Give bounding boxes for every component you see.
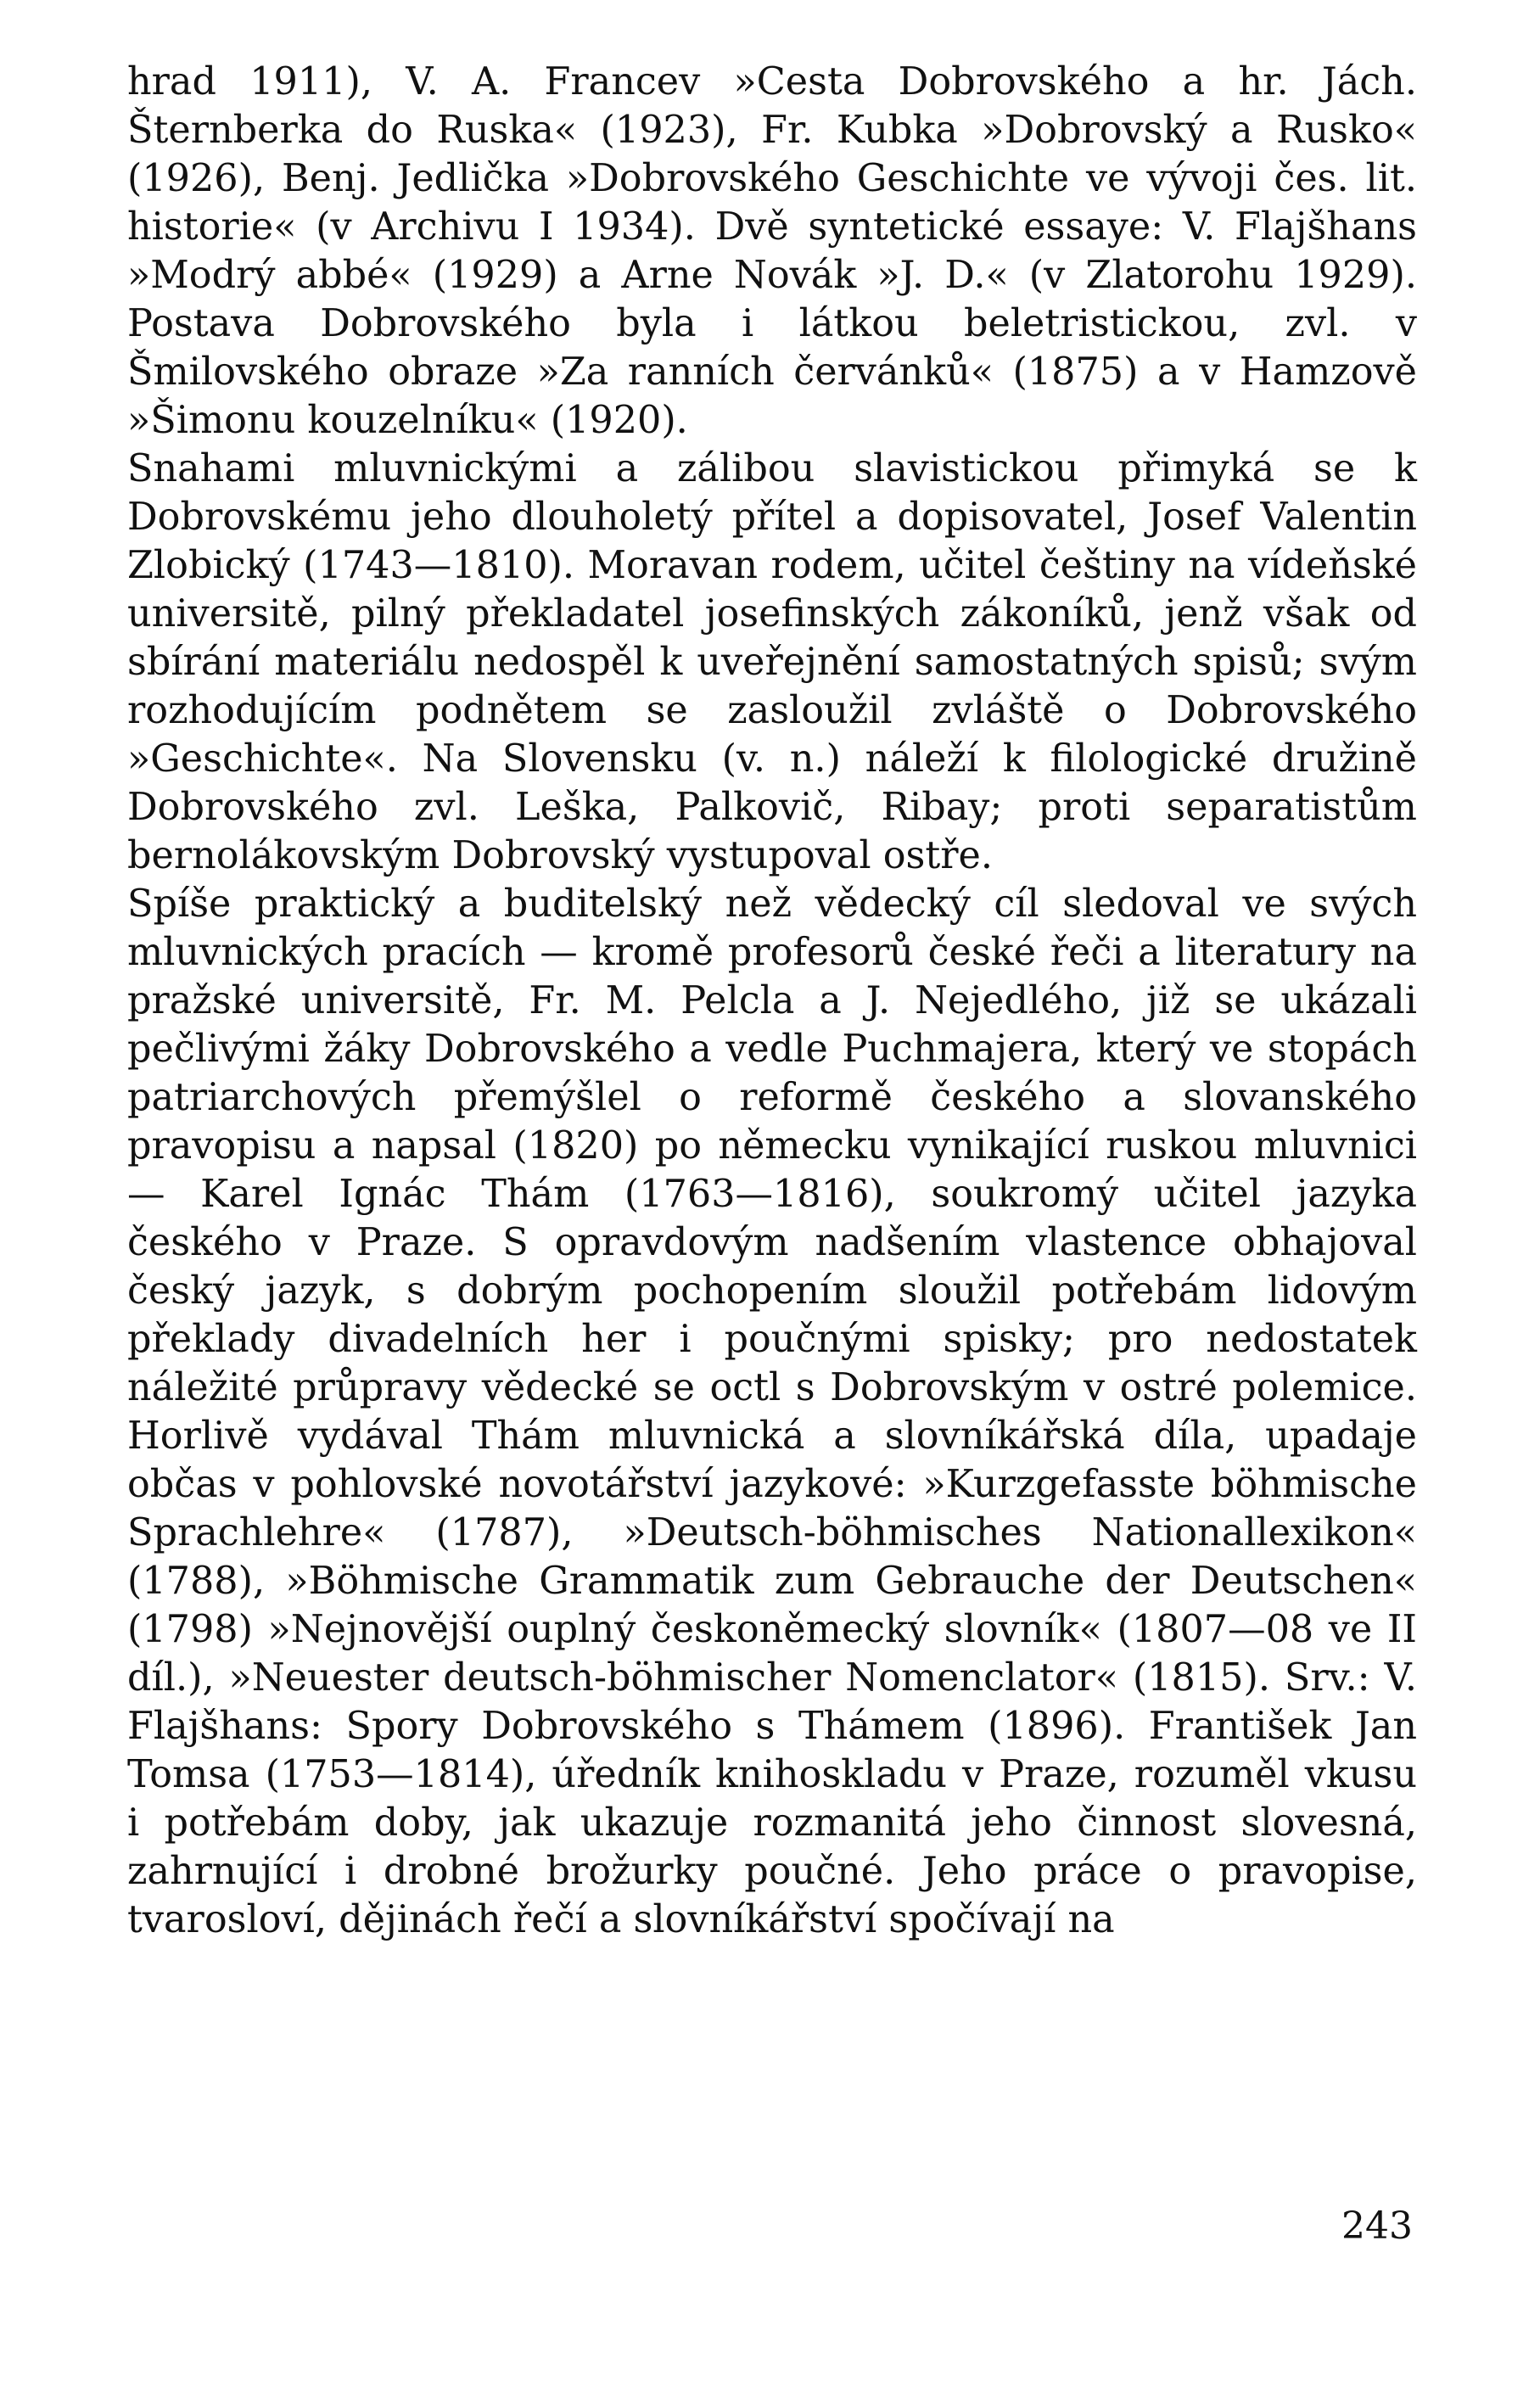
page-number: 243 [1341,2204,1413,2248]
paragraph-1: hrad 1911), V. A. Francev »Cesta Dobrovského a hr. Jách. Šternberka do Ruska« (1923), Fr. Kubka »Dobrovský a Rusko« (1926), Benj. Jedlička »Dobrovského Geschichte ve vývoji čes. lit. historie« (v Archivu I 1934). Dvě syntetické essaye: V. Flajšhans »Modrý abbé« (1929) a Arne Novák »J. D.« (v Zlatorohu 1929). Postava Dobrovského byla i látkou beletristickou, zvl. v Šmilovského obraze »Za ranních červánků« (1875) a v Hamzově »Šimonu kouzelníku« (1920). [127,60,1417,442]
paragraph-2: Snahami mluvnickými a zálibou slavistickou přimyká se k Dobrovskému jeho dlouholetý přítel a dopisovatel, Josef Valentin Zlobický (1743—1810). Moravan rodem, učitel češtiny na vídeňské universitě, pilný překladatel josefinských zákoníků, jenž však od sbírání materiálu nedospěl k uveřejnění samostatných spisů; svým rozhodujícím podnětem se zasloužil zvláště o Dobrovského »Geschichte«. Na Slovensku (v. n.) náleží k filologické družině Dobrovského zvl. Leška, Palkovič, Ribay; proti separatistům bernolákovským Dobrovský vystupoval ostře. [127,447,1417,877]
paragraph-3: Spíše praktický a buditelský než vědecký cíl sledoval ve svých mluvnických pracích — kromě profesorů české řeči a literatury na pražské universitě, Fr. M. Pelcla a J. Nejedlého, již se ukázali pečlivými žáky Dobrovského a vedle Puchmajera, který ve stopách patriarchových přemýšlel o reformě českého a slovanského pravopisu a napsal (1820) po německu vynikající ruskou mluvnici — Karel Ignác Thám (1763—1816), soukromý učitel jazyka českého v Praze. S opravdovým nadšením vlastence obhajoval český jazyk, s dobrým pochopením sloužil potřebám lidovým překlady divadelních her i poučnými spisky; pro nedostatek náležité průpravy vědecké se octl s Dobrovským v ostré polemice. Horlivě vydával Thám mluvnická a slovníkářská díla, upadaje občas v pohlovské novotářství jazykové: »Kurzgefasste böhmische Sprachlehre« (1787), »Deutsch-böhmisches Nationallexikon« (1788), »Böhmische Grammatik zum Gebrauche der Deutschen« (1798) »Nejnovější ouplný českoněmecký slovník« (1807—08 ve II díl.), »Neuester deutsch-böhmischer Nomenclator« (1815). Srv.: V. Flajšhans: Spory Dobrovského s Thámem (1896). František Jan Tomsa (1753—1814), úředník knihoskladu v Praze, rozuměl vkusu i potřebám doby, jak ukazuje rozmanitá jeho činnost slovesná, zahrnující i drobné brožurky poučné. Jeho práce o pravopise, tvarosloví, dějinách řečí a slovníkářství spočívají na [127,882,1417,1941]
body-text [127,58,1417,1944]
